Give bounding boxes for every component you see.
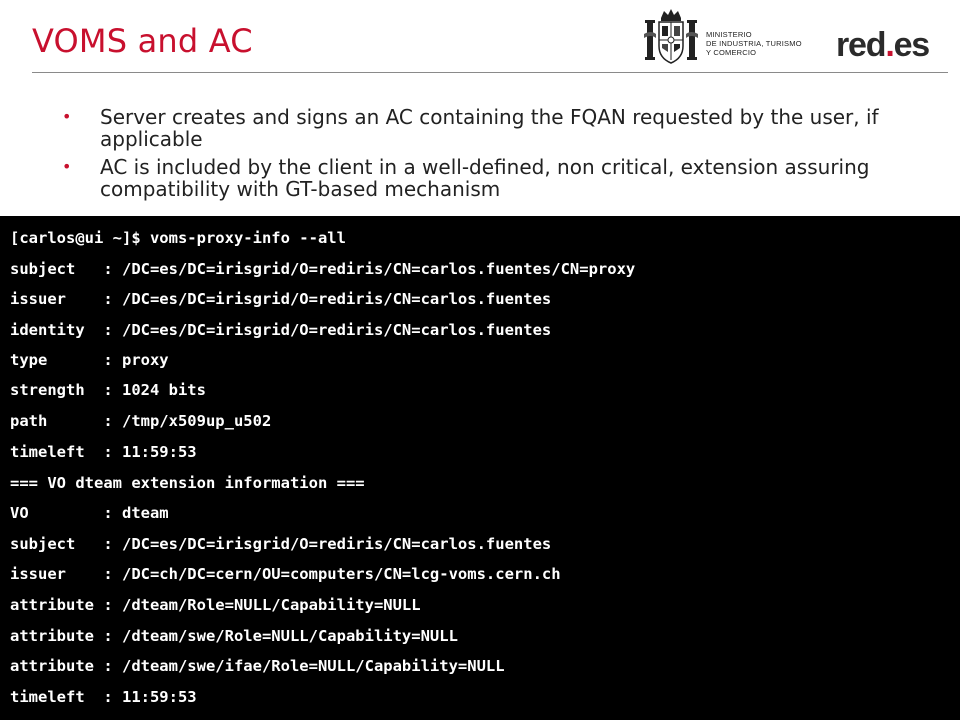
terminal-line: subject : /DC=es/DC=irisgrid/O=rediris/CN=carlos.fuentes/CN=proxy	[10, 260, 636, 278]
terminal-line: attribute : /dteam/swe/ifae/Role=NULL/Capability=NULL	[10, 657, 505, 675]
terminal-line: type : proxy	[10, 351, 169, 369]
terminal-command-line: [carlos@ui ~]$ voms-proxy-info --all	[10, 229, 346, 247]
brand-logo	[836, 28, 929, 62]
ministry-line: MINISTERIO	[706, 30, 752, 39]
bullet-text: Server creates and signs an AC containing the FQAN requested by the user, if applicable	[100, 105, 879, 151]
brand-logo-part: red	[836, 26, 886, 64]
terminal-line: path : /tmp/x509up_u502	[10, 412, 272, 430]
bullet-item	[62, 106, 922, 150]
terminal-line: timeleft : 11:59:53	[10, 688, 197, 706]
terminal-line: issuer : /DC=ch/DC=cern/OU=computers/CN=lcg-voms.cern.ch	[10, 565, 561, 583]
terminal-line: subject : /DC=es/DC=irisgrid/O=rediris/CN=carlos.fuentes	[10, 535, 552, 553]
terminal-line: VO : dteam	[10, 504, 169, 522]
header-divider	[32, 72, 948, 73]
terminal-line: timeleft : 11:59:53	[10, 443, 197, 461]
header-logos	[640, 6, 940, 68]
bullet-list	[62, 106, 922, 206]
bullet-item	[62, 156, 922, 200]
terminal-line: issuer : /DC=es/DC=irisgrid/O=rediris/CN=carlos.fuentes	[10, 290, 552, 308]
ministry-line: DE INDUSTRIA, TURISMO	[706, 39, 802, 48]
terminal-line: identity : /DC=es/DC=irisgrid/O=rediris/CN=carlos.fuentes	[10, 321, 552, 339]
coat-of-arms-icon	[644, 8, 698, 66]
terminal-line: attribute : /dteam/Role=NULL/Capability=NULL	[10, 596, 421, 614]
terminal-output	[0, 216, 960, 720]
terminal-section-header: === VO dteam extension information ===	[10, 474, 365, 492]
brand-logo-dot: .	[885, 26, 894, 64]
bullet-icon: •	[62, 157, 72, 176]
terminal-line: strength : 1024 bits	[10, 381, 206, 399]
brand-logo-part: es	[893, 26, 929, 64]
terminal-line: attribute : /dteam/swe/Role=NULL/Capability=NULL	[10, 627, 458, 645]
bullet-text: AC is included by the client in a well-defined, non critical, extension assuring compatibility with GT-based mechanism	[100, 155, 870, 201]
ministry-line: Y COMERCIO	[706, 48, 757, 57]
bullet-icon: •	[62, 107, 72, 126]
slide-title: VOMS and AC	[32, 22, 253, 60]
ministry-name	[706, 30, 802, 57]
